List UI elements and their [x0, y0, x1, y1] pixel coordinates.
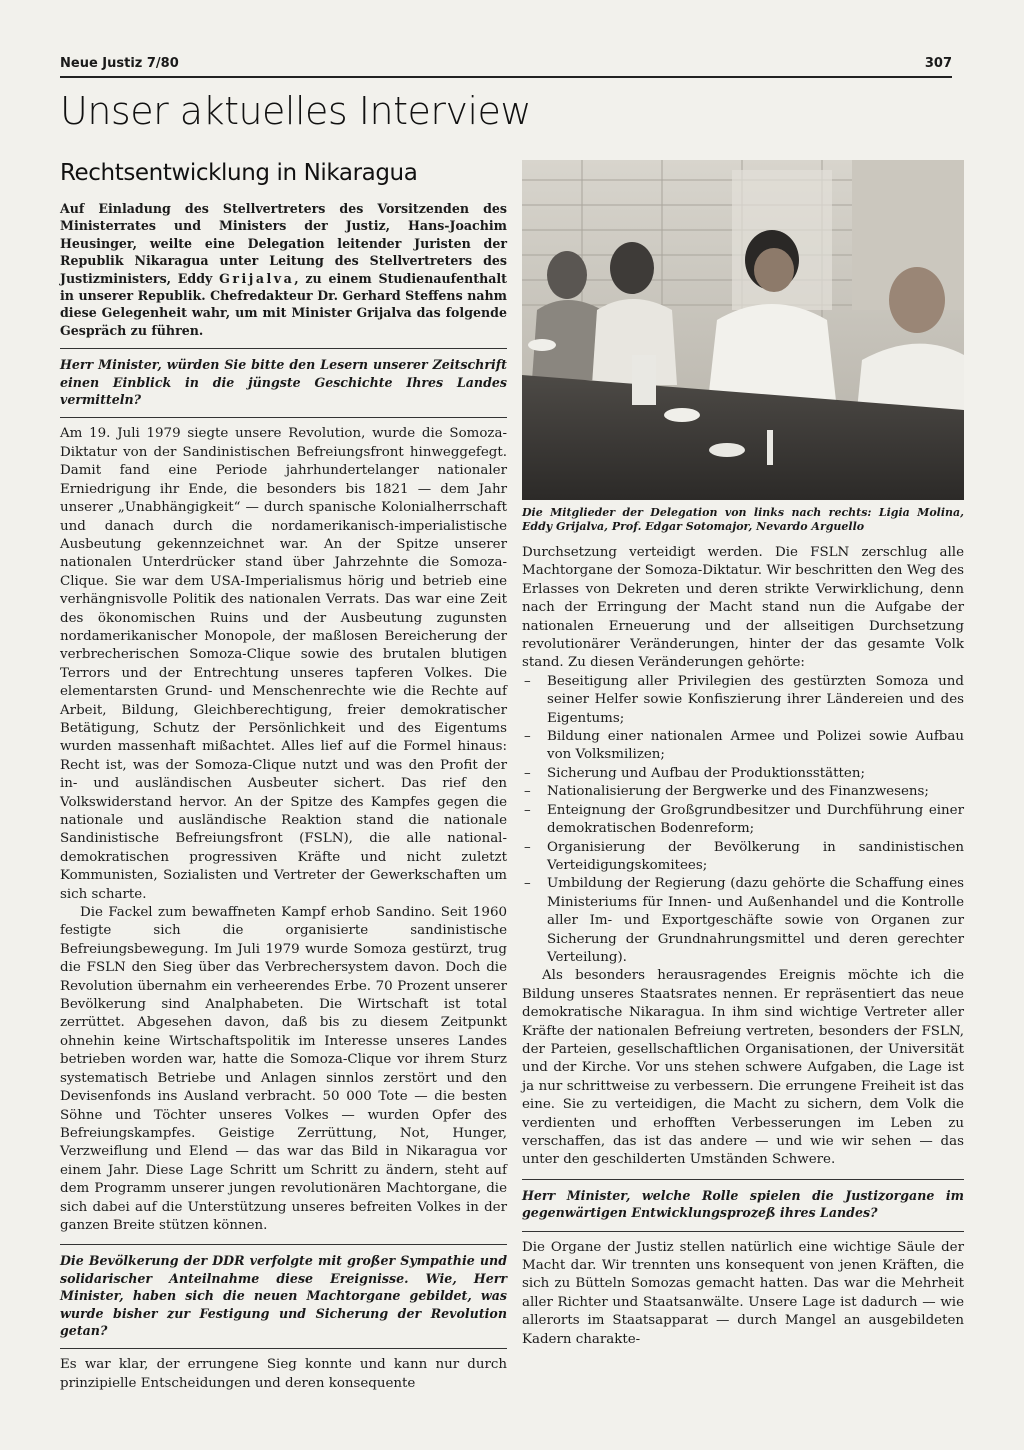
page-number: 307 [924, 56, 952, 71]
right-column [522, 160, 964, 1349]
intro-text-2: , zu einem Studienaufenthalt in unserer Republik. Chefredakteur Dr. Gerhard Steffens nahm diese Gelegenheit wahr, um mit Minister Grijalva das folgende Gespräch zu führen. [60, 270, 507, 338]
intro-paragraph [60, 200, 507, 339]
list-item: – Organisierung der Bevölkerung in sandinistischen Verteidigungskomitees; [522, 839, 964, 876]
list-item: – Sicherung und Aufbau der Produktionsstätten; [522, 765, 964, 783]
question-2: Die Bevölkerung der DDR verfolgte mit großer Sympathie und solidarischer Anteilnahme diese Ereignisse. Wie, Herr Minister, haben sich die neuen Machtorgane gebildet, was wurde bisher zur Festigung und Sicherung der Revolution getan? [60, 1253, 507, 1338]
section-title: Unser aktuelles Interview [60, 89, 531, 133]
delegation-photo [522, 160, 964, 500]
journal-name: Neue Justiz 7/80 [60, 56, 179, 71]
answer-1-paragraph-2: Die Fackel zum bewaffneten Kampf erhob Sandino. Seit 1960 festigte sich die organisierte sandinistische Befreiungsbewegung. Im Juli 1979 wurde Somoza gestürzt, trug die FSLN den Sieg über das Verbrechersystem davon. Doch die Revolution übernahm ein verheerendes Erbe. 70 Prozent unserer Bevölkerung sind Analphabeten. Die Wirtschaft ist total zerrüttet. Abgesehen davon, daß bis zu diesem Zeitpunkt ohnehin keine Wirtschaftspolitik im Interesse unseres Landes betrieben worden war, hatte die Somoza-Clique vor ihrem Sturz systematisch Betriebe und Anlagen sinnlos zerstört und den Devisenfonds ins Ausland verbracht. 50 000 Tote — die besten Söhne und Töchter unseres Volkes — wurden Opfer des Befreiungskampfes. Geistige Zerrüttung, Not, Hunger, Verzweiflung und Elend — das war das Bild in Nikaragua vor einem Jahr. Diese Lage Schritt um Schritt zu ändern, steht auf dem Programm unserer jungen revolutionären Machtorgane, die sich dabei auf die Unterstützung unseres befreiten Volkes in der ganzen Breite stützen können. [60, 905, 507, 1233]
photo-caption: Die Mitglieder der Delegation von links nach rechts: Ligia Molina, Eddy Grijalva, Prof. Edgar Sotomajor, Nevardo Arguello [522, 506, 964, 533]
intro-text-1: Auf Einladung des Stellvertreters des Vorsitzenden des Ministerrates und Ministers der Justiz, Hans-Joachim Heusinger, weilte eine Delegation leitender Juristen der Republik Nikaragua unter Leitung des Stellvertreters des Justizministers, Eddy [60, 201, 507, 286]
list-item: – Umbildung der Regierung (dazu gehörte die Schaffung eines Ministeriums für Innen- und Außenhandel und die Kontrolle aller Im- und Exportgeschäfte sowie von Organen zur Sicherung der Grundnahrungsmittel und deren gerechter Verteilung). [522, 875, 964, 967]
answer-2-paragraph-2: Als besonders herausragendes Ereignis möchte ich die Bildung unseres Staatsrates nennen. Er repräsentiert das neue demokratische Nikaragua. In ihm sind wichtige Vertreter aller Kräfte der nationalen Befreiung vertreten, besonders der FSLN, der Parteien, gesellschaftlichen Organisationen, der Universität und der Kirche. Vor uns stehen schwere Aufgaben, die Lage ist ja nur schrittweise zu verbessern. Die errungene Freiheit ist das eine. Sie zu verteidigen, die Macht zu sichern, dem Volk die verdienten und erhofften Verbesserungen im Leben zu verschaffen, das ist das andere — und wie wir sehen — das unter den geschilderten Umständen Schwere. [522, 968, 964, 1168]
running-header [60, 56, 952, 78]
answer-2-start: Es war klar, der errungene Sieg konnte und kann nur durch prinzipielle Entscheidungen und deren konsequente [60, 1357, 507, 1391]
divider [60, 348, 507, 349]
question-1: Herr Minister, würden Sie bitte den Lesern unserer Zeitschrift einen Einblick in die jüngste Geschichte Ihres Landes vermitteln? [60, 357, 507, 408]
article-subtitle: Rechtsentwicklung in Nikaragua [60, 160, 418, 186]
answer-3: Die Organe der Justiz stellen natürlich eine wichtige Säule der Macht dar. Wir trennten uns konsequent von jenen Kräften, die sich zu Bütteln Somozas gemacht hatten. Das war die Mehrheit aller Richter und Staatsanwälte. Unsere Lage ist dadurch — wie allerorts im Staatsapparat — durch Mangel an ausgebildeten Kadern charakte- [522, 1239, 964, 1347]
header-rule [60, 76, 952, 78]
answer-2-continued: Durchsetzung verteidigt werden. Die FSLN zerschlug alle Machtorgane der Somoza-Diktatur. Wir beschritten den Weg des Erlasses von Dekreten und deren strikte Verwirklichung, denn nach der Erringung der Macht stand nun die Aufgabe der nationalen Erneuerung und der allseitigen Durchsetzung revolutionärer Veränderungen, hinter der das gesamte Volk stand. Zu diesen Veränderungen gehörte: [522, 545, 964, 671]
divider [522, 1179, 964, 1180]
left-column [60, 200, 507, 1393]
divider [60, 1244, 507, 1245]
delegation-photo-illustration [522, 160, 964, 500]
list-item: – Beseitigung aller Privilegien des gestürzten Somoza und seiner Helfer sowie Konfiszierung ihrer Ländereien und des Eigentums; [522, 673, 964, 728]
divider [522, 1231, 964, 1232]
list-item: – Enteignung der Großgrundbesitzer und Durchführung einer demokratischen Bodenreform; [522, 802, 964, 839]
changes-list [522, 673, 964, 968]
question-3: Herr Minister, welche Rolle spielen die Justizorgane im gegenwärtigen Entwicklungsprozeß ihres Landes? [522, 1187, 964, 1221]
answer-1-paragraph-1: Am 19. Juli 1979 siegte unsere Revolution, wurde die Somoza-Diktatur von der Sandinistischen Befreiungsfront hinweggefegt. Damit fand eine Periode jahrhundertelanger nationaler Erniedrigung ihr Ende, die besonders bis 1821 — dem Jahr unserer „Unabhängigkeit“ — durch spanische Kolonialherrschaft und danach durch die nordamerikanisch-imperialistische Ausbeutung gekennzeichnet war. An der Spitze unserer nationalen Unterdrücker stand über Jahrzehnte die Somoza-Clique. Sie war dem USA-Imperialismus hörig und betrieb eine verhängnisvolle Politik des nationalen Verrats. Das war eine Zeit des ökonomischen Ruins und der Ausbeutung zugunsten nordamerikanischer Monopole, der maßlosen Bereicherung der verbrecherischen Somoza-Clique sowie des brutalen blutigen Terrors und der Entrechtung unseres tapferen Volkes. Die elementarsten Grund- und Menschenrechte wie die Rechte auf Arbeit, Bildung, Gleichberechtigung, freier demokratischer Betätigung, Schutz der Persönlichkeit und des Eigentums wurden massenhaft mißachtet. Alles lief auf die Formel hinaus: Recht ist, was der Somoza-Clique nutzt und was den Profit der in- und ausländischen Ausbeuter sichert. Das rief den Volkswiderstand hervor. An der Spitze des Kampfes gegen die nationale und ausländische Reaktion stand die nationale Sandinistische Befreiungsfront (FSLN), die alle national-demokratischen progressiven Kräfte und nicht zuletzt Kommunisten, Sozialisten und Vertreter der Gewerkschaften um sich scharte. [60, 426, 507, 902]
intro-name-spaced: Grijalva [219, 270, 295, 286]
list-item: – Bildung einer nationalen Armee und Polizei sowie Aufbau von Volksmilizen; [522, 728, 964, 765]
divider [60, 1348, 507, 1349]
divider [60, 417, 507, 418]
list-item: – Nationalisierung der Bergwerke und des Finanzwesens; [522, 783, 964, 801]
